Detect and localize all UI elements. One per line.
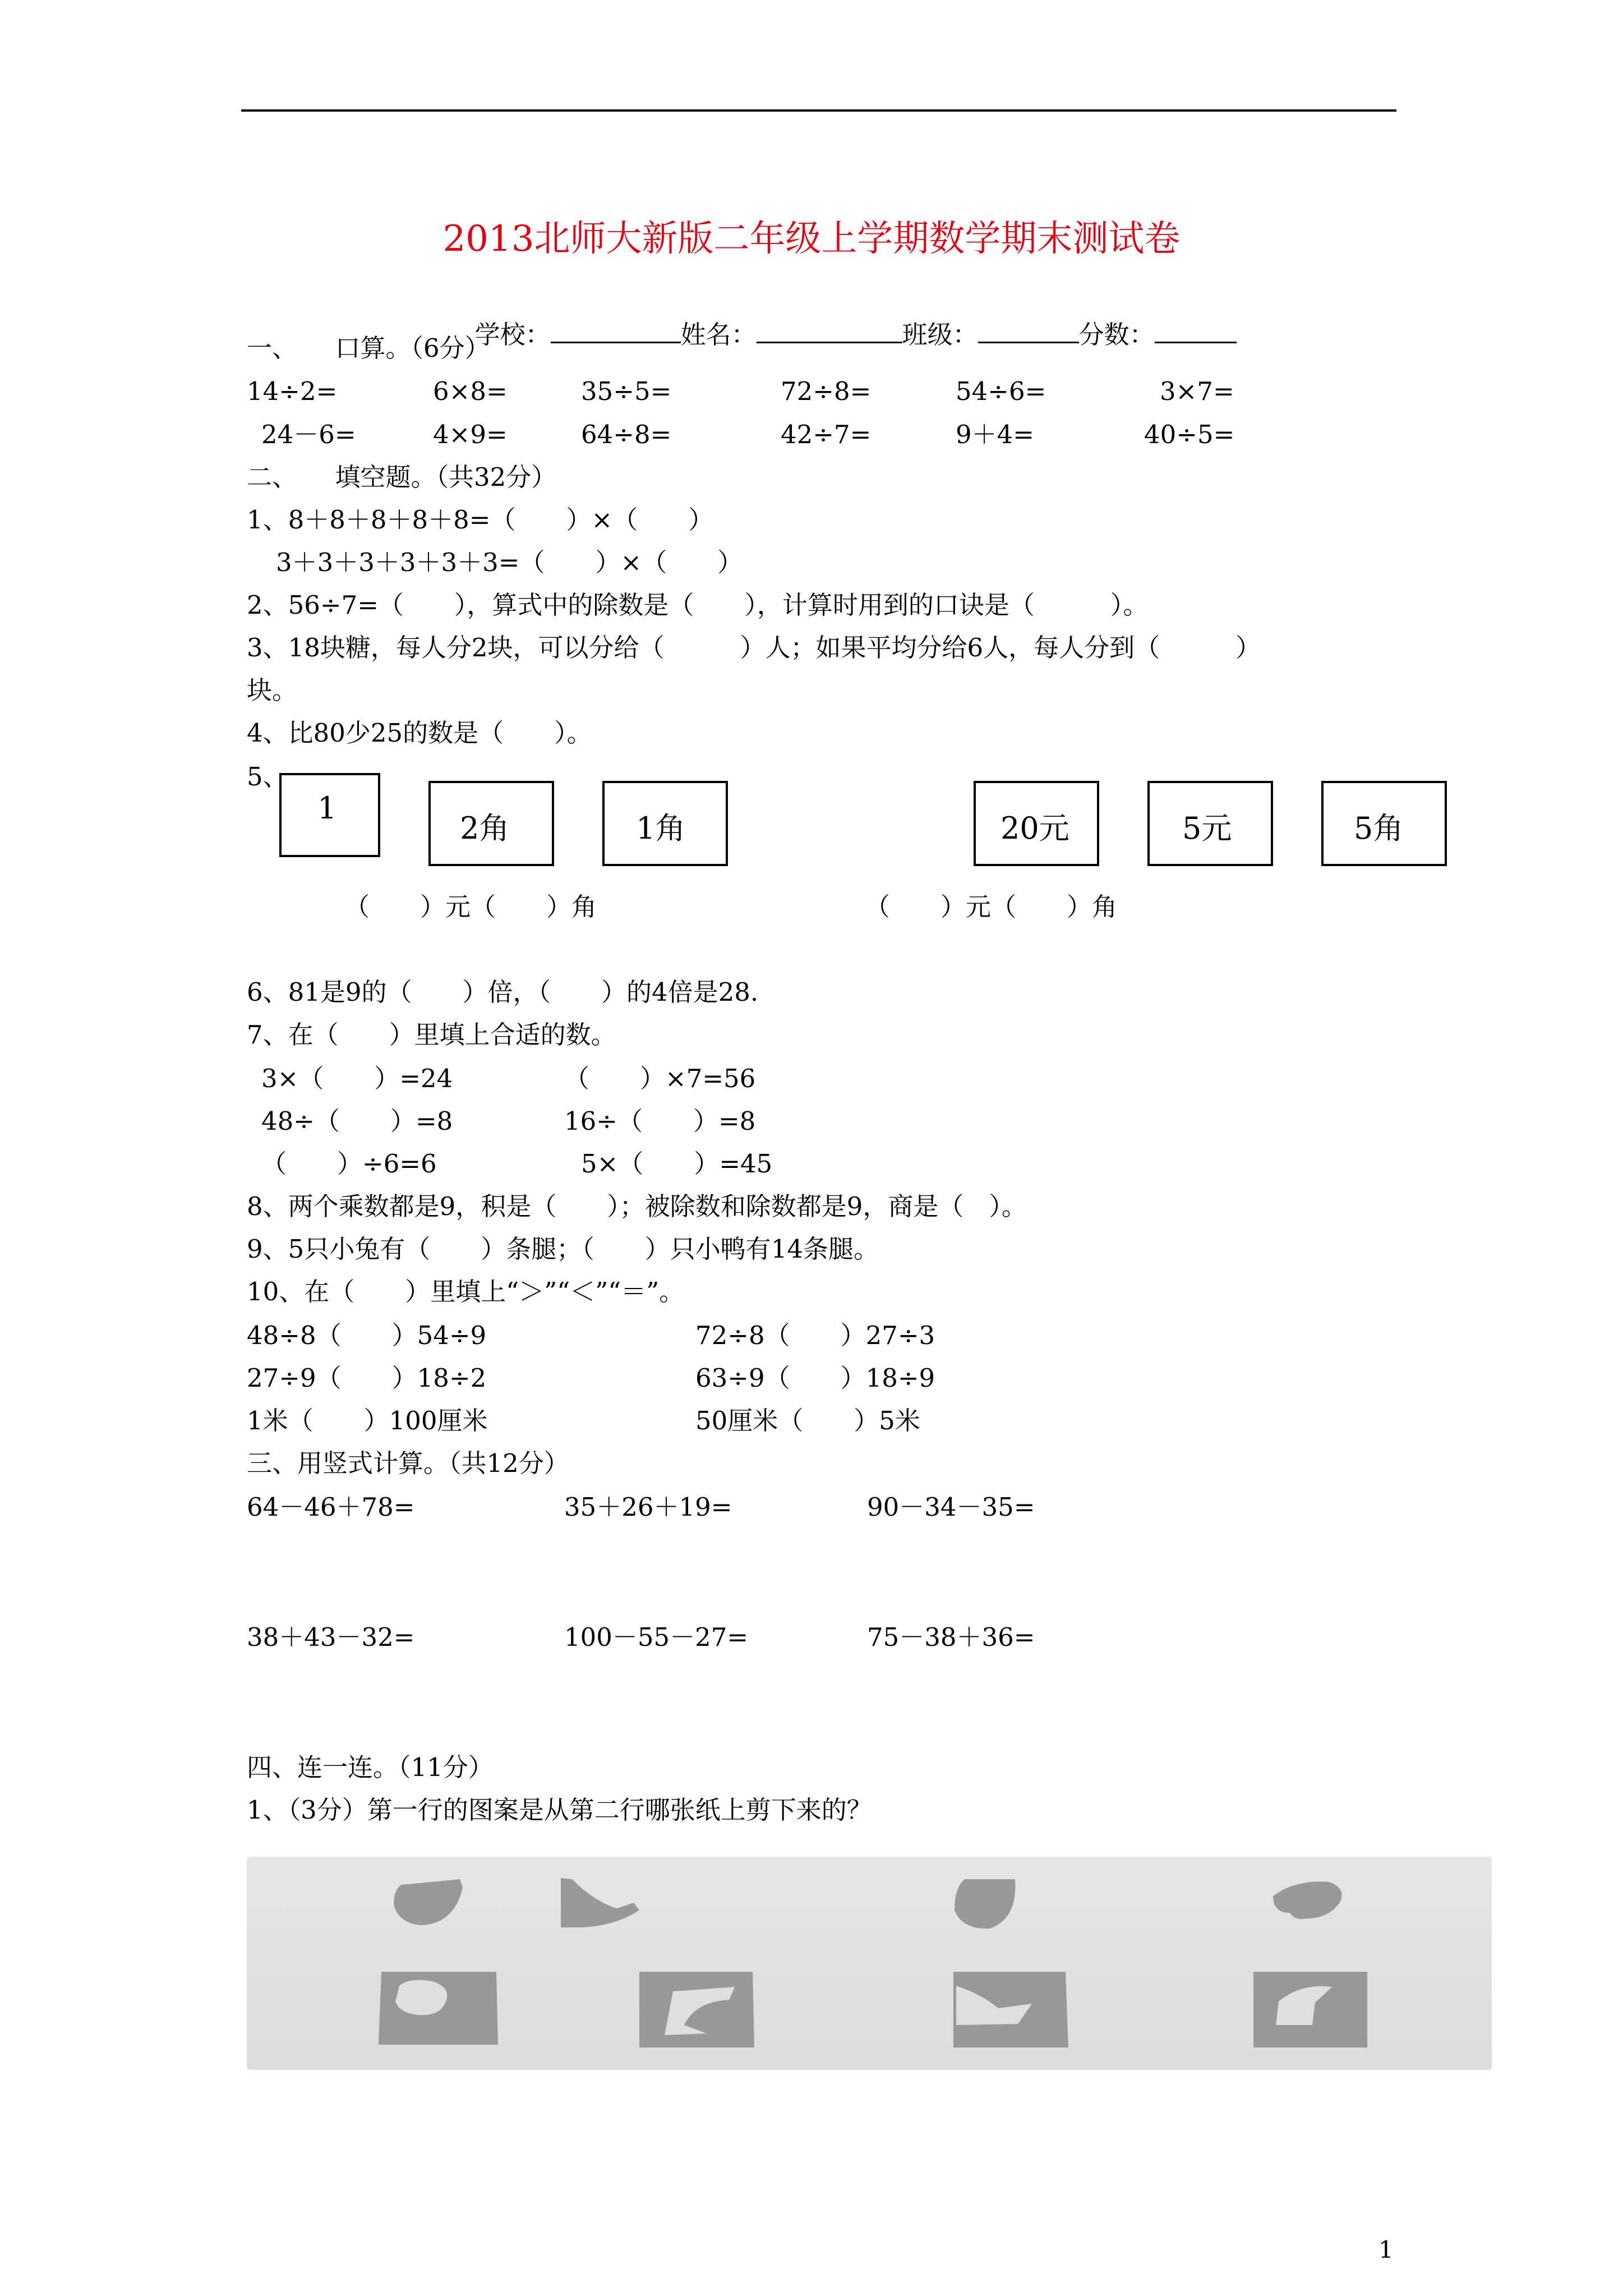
name-label: 姓名： xyxy=(680,320,757,349)
calc-item: 64－46＋78= xyxy=(247,1492,415,1522)
cutout-puzzle-image xyxy=(247,1857,1492,2070)
question-5-answer-right: （ ）元（ ）角 xyxy=(865,892,1118,922)
class-blank[interactable] xyxy=(978,319,1079,343)
q7-item: 3×（ ）=24 xyxy=(261,1064,453,1093)
q7-item: 48÷（ ）=8 xyxy=(261,1106,453,1136)
money-box-label: 5角 xyxy=(1354,811,1404,846)
oral-item: 54÷6= xyxy=(956,376,1046,406)
oral-item: 40÷5= xyxy=(1144,420,1235,449)
card-2-icon xyxy=(639,1972,754,2047)
q7-item: （ ）×7=56 xyxy=(564,1064,756,1093)
money-box-label: 1 xyxy=(317,790,337,826)
question-4: 4、比80少25的数是（ ）。 xyxy=(247,718,592,748)
section-2-heading: 二、 填空题。（共32分） xyxy=(247,462,557,492)
school-label: 学校： xyxy=(474,320,551,349)
q7-item: 5×（ ）=45 xyxy=(581,1149,773,1179)
info-line xyxy=(459,294,1237,347)
score-label: 分数： xyxy=(1078,320,1155,349)
oral-item: 14÷2= xyxy=(247,376,338,406)
section-1-heading: 一、 口算。（6分） xyxy=(247,333,490,363)
question-2: 2、56÷7=（ ），算式中的除数是（ ），计算时用到的口诀是（ ）。 xyxy=(247,590,1149,620)
question-10: 10、在（ ）里填上“＞”“＜”“＝”。 xyxy=(247,1277,685,1306)
class-label: 班级： xyxy=(902,320,978,349)
question-1a: 1、8＋8＋8＋8＋8=（ ）×（ ） xyxy=(247,505,714,535)
question-7: 7、在（ ）里填上合适的数。 xyxy=(247,1020,616,1050)
money-box-label: 20元 xyxy=(1000,811,1069,846)
oral-item: 4×9= xyxy=(433,420,508,449)
shape-ramp-icon xyxy=(561,1878,639,1927)
question-1b: 3＋3＋3＋3＋3＋3=（ ）×（ ） xyxy=(276,547,743,577)
q10-item: 50厘米（ ）5米 xyxy=(695,1406,920,1435)
oral-item: 24－6= xyxy=(261,420,356,449)
card-3-icon xyxy=(953,1972,1068,2047)
name-blank[interactable] xyxy=(757,319,902,343)
q7-item: （ ）÷6=6 xyxy=(261,1149,437,1179)
section-4-heading: 四、连一连。（11分） xyxy=(247,1752,494,1782)
question-3a: 3、18块糖，每人分2块，可以分给（ ）人；如果平均分给6人，每人分到（ ） xyxy=(247,633,1261,662)
oral-item: 72÷8= xyxy=(781,376,872,406)
cutout-puzzle-svg xyxy=(247,1857,1492,2070)
money-box-label: 1角 xyxy=(636,811,686,846)
oral-item: 42÷7= xyxy=(781,420,872,449)
question-8: 8、两个乘数都是9，积是（ ）；被除数和除数都是9，商是（ ）。 xyxy=(247,1191,1027,1221)
calc-item: 35＋26＋19= xyxy=(564,1492,732,1522)
money-box-label: 5元 xyxy=(1182,811,1232,846)
header-rule xyxy=(241,109,1396,112)
q7-item: 16÷（ ）=8 xyxy=(564,1106,756,1136)
school-blank[interactable] xyxy=(551,319,681,343)
calc-item: 100－55－27= xyxy=(564,1622,749,1652)
score-blank[interactable] xyxy=(1155,319,1237,343)
oral-item: 6×8= xyxy=(433,376,508,406)
calc-item: 38＋43－32= xyxy=(247,1622,415,1652)
oral-item: 9＋4= xyxy=(956,420,1034,449)
question-5-answer-left: （ ）元（ ）角 xyxy=(344,892,597,922)
section-3-heading: 三、用竖式计算。（共12分） xyxy=(247,1448,569,1478)
oral-item: 35÷5= xyxy=(581,376,672,406)
card-1-icon xyxy=(379,1972,498,2045)
q10-item: 63÷9（ ）18÷9 xyxy=(695,1363,935,1393)
shape-leaf-icon xyxy=(955,1879,1015,1929)
question-5-label: 5、 xyxy=(247,762,288,792)
card-4-icon xyxy=(1253,1972,1367,2047)
calc-item: 90－34－35= xyxy=(867,1492,1035,1522)
q10-item: 48÷8（ ）54÷9 xyxy=(247,1320,487,1350)
question-3b: 块。 xyxy=(247,675,298,705)
shape-drop-icon xyxy=(394,1879,463,1925)
q10-item: 27÷9（ ）18÷2 xyxy=(247,1363,487,1393)
section-4-question-1: 1、（3分）第一行的图案是从第二行哪张纸上剪下来的？ xyxy=(247,1795,872,1825)
page-title: 2013北师大新版二年级上学期数学期末测试卷 xyxy=(442,218,1181,260)
oral-item: 3×7= xyxy=(1160,376,1234,406)
q10-item: 72÷8（ ）27÷3 xyxy=(695,1320,935,1350)
oral-item: 64÷8= xyxy=(581,420,672,449)
question-9: 9、5只小兔有（ ）条腿；（ ）只小鸭有14条腿。 xyxy=(247,1234,879,1264)
page-number: 1 xyxy=(1378,2236,1394,2263)
question-6: 6、81是9的（ ）倍，（ ）的4倍是28. xyxy=(247,977,759,1007)
shape-wave-icon xyxy=(1273,1881,1342,1919)
q10-item: 1米（ ）100厘米 xyxy=(247,1406,488,1435)
money-box-label: 2角 xyxy=(460,811,510,846)
calc-item: 75－38＋36= xyxy=(867,1622,1035,1652)
